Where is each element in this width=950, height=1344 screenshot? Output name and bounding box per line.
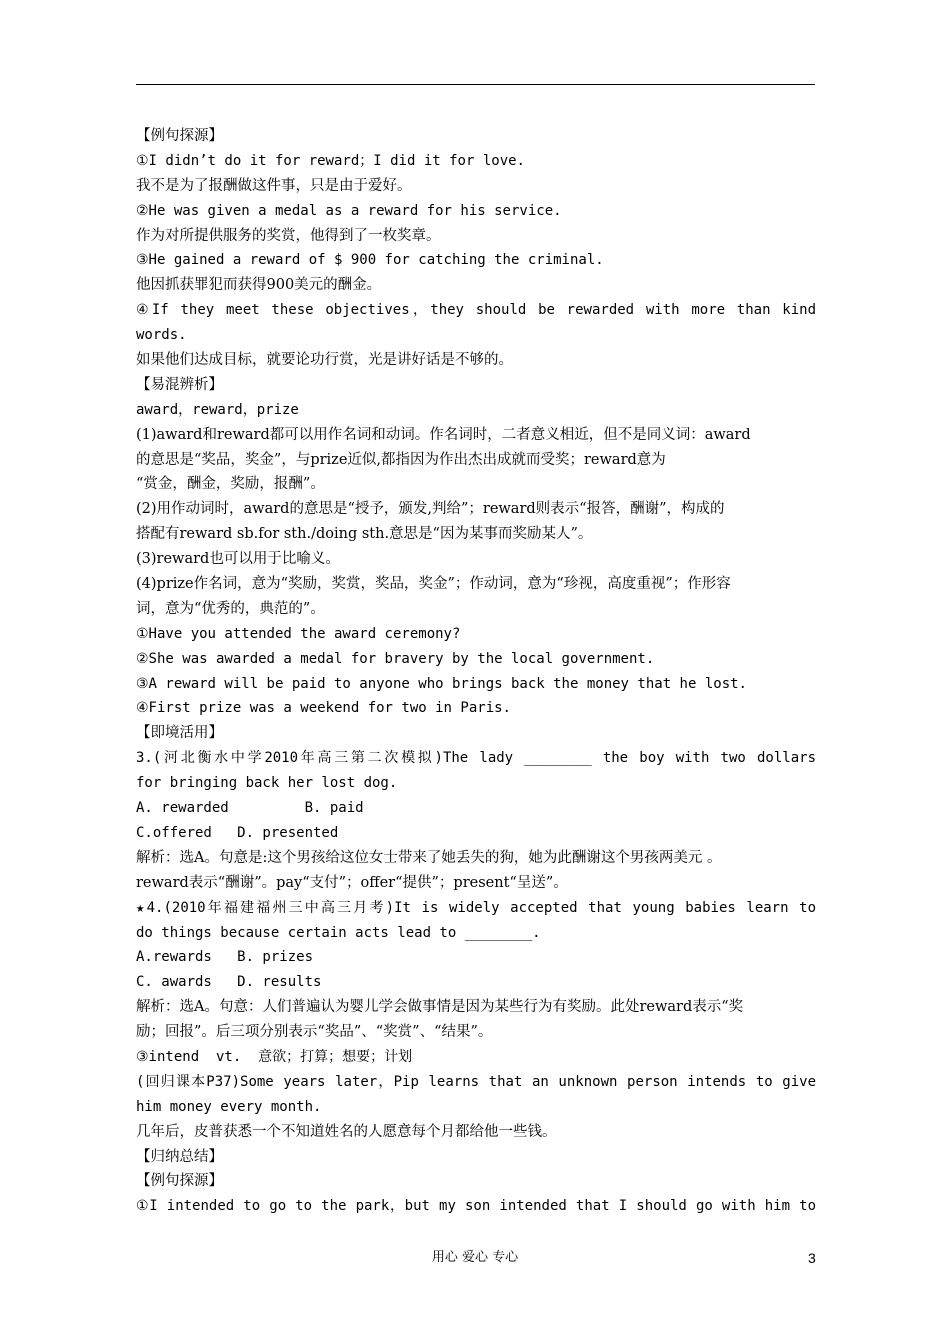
section-heading: 【归纳总结】 (136, 1148, 223, 1165)
answer-options: A.rewards B. prizes (136, 949, 314, 966)
analysis-line: 励；回报”。后三项分别表示“奖品”、“奖赏”、“结果”。 (136, 1024, 493, 1041)
analysis-line: 解析：选A。句意是:这个男孩给这位女士带来了她丢失的狗，她为此酬谢这个男孩两美元 。 (136, 849, 722, 866)
example-sentence: ①I intended to go to the park，but my son intended that I should go with him to (136, 1198, 816, 1215)
translation-line: 他因抓获罪犯而获得900美元的酬金。 (136, 277, 382, 294)
explanation-line: “赏金，酬金，奖励，报酬”。 (136, 476, 325, 493)
analysis-line: 解析：选A。句意：人们普遍认为婴儿学会做事情是因为某些行为有奖励。此处reward表示“奖 (136, 999, 744, 1016)
explanation-line: (3)reward也可以用于比喻义。 (136, 551, 340, 568)
explanation-line: 词，意为“优秀的，典范的”。 (136, 600, 325, 617)
vocab-entry: ③intend vt. 意欲；打算；想要；计划 (136, 1048, 413, 1065)
question-stem: 3.(河北衡水中学2010年高三第二次模拟)The lady ________ the boy with two dollars (136, 750, 816, 767)
page-number: 3 (808, 1250, 816, 1266)
analysis-line: reward表示“酬谢”。pay“支付”；offer“提供”；present“呈送”。 (136, 874, 568, 891)
section-heading: 【易混辨析】 (136, 376, 223, 393)
explanation-line: (1)award和reward都可以用作名词和动词。作名词时，二者意义相近，但不是同义词：award (136, 426, 751, 443)
example-sentence: ②He was given a medal as a reward for his service. (136, 202, 562, 219)
section-heading: 【例句探源】 (136, 128, 223, 144)
question-stem: for bringing back her lost dog. (136, 775, 398, 792)
example-sentence: ③He gained a reward of $ 900 for catching the criminal. (136, 252, 604, 269)
explanation-line: 的意思是“奖品，奖金”，与prize近似,都指因为作出杰出成就而受奖；reward意为 (136, 451, 666, 468)
translation-line: 如果他们达成目标，就要论功行赏，光是讲好话是不够的。 (136, 352, 513, 369)
translation-line: 作为对所提供服务的奖赏，他得到了一枚奖章。 (136, 227, 441, 244)
question-stem: ★4.(2010年福建福州三中高三月考)It is widely accepted that young babies learn to (136, 899, 816, 916)
explanation-line: (2)用作动词时，award的意思是“授予，颁发,判给”；reward则表示“报答，酬谢”，构成的 (136, 501, 725, 518)
example-sentence: (回归课本P37)Some years later，Pip learns that an unknown person intends to give (136, 1073, 816, 1090)
page-footer (0, 1248, 950, 1268)
example-sentence: ①Have you attended the award ceremony? (136, 625, 461, 642)
example-sentence: ①I didn’t do it for reward；I did it for love. (136, 152, 525, 169)
example-sentence: words. (136, 327, 187, 344)
explanation-line: 搭配有reward sb.for sth./doing sth.意思是“因为某事而奖励某人”。 (136, 526, 593, 543)
answer-options: C. awards D. results (136, 974, 322, 991)
document-body (136, 124, 816, 1219)
example-sentence: ③A reward will be paid to anyone who brings back the money that he lost. (136, 675, 747, 692)
example-sentence: ④First prize was a weekend for two in Paris. (136, 700, 511, 717)
footer-motto: 用心 爱心 专心 (431, 1250, 519, 1265)
translation-line: 几年后，皮普获悉一个不知道姓名的人愿意每个月都给他一些钱。 (136, 1123, 557, 1140)
example-sentence: ②She was awarded a medal for bravery by the local government. (136, 650, 655, 667)
section-heading: 【例句探源】 (136, 1173, 223, 1190)
word-list: award，reward，prize (136, 401, 299, 418)
explanation-line: (4)prize作名词，意为“奖励，奖赏，奖品，奖金”；作动词，意为“珍视，高度重视”；作形容 (136, 576, 731, 593)
answer-options: C.offered D. presented (136, 824, 339, 841)
question-stem: do things because certain acts lead to ________. (136, 924, 541, 941)
section-heading: 【即境活用】 (136, 725, 223, 742)
header-rule (136, 84, 815, 85)
example-sentence: ④If they meet these objectives，they should be rewarded with more than kind (136, 302, 816, 319)
answer-options: A. rewarded B. paid (136, 800, 364, 817)
translation-line: 我不是为了报酬做这件事，只是由于爱好。 (136, 177, 412, 194)
example-sentence: him money every month. (136, 1098, 322, 1115)
